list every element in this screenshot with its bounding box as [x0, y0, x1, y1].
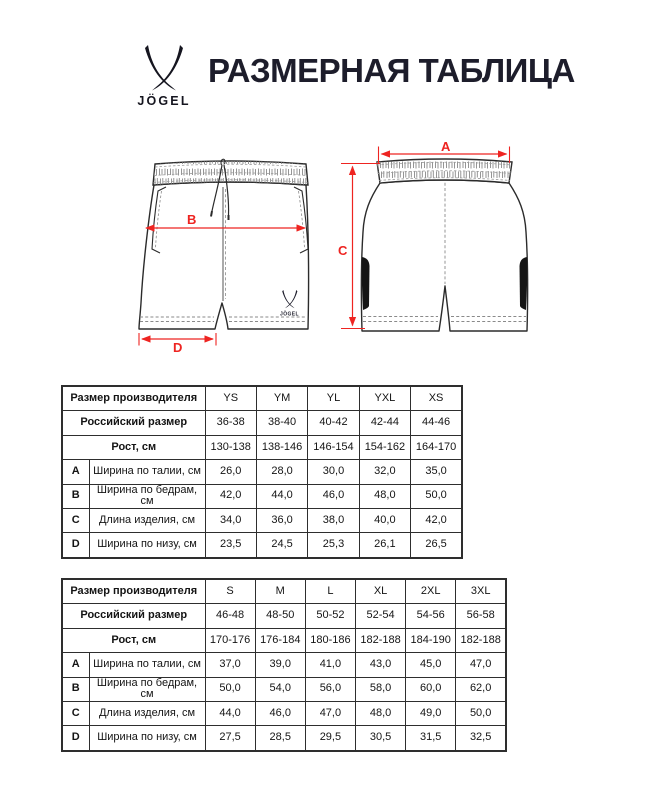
measure-key: D	[62, 533, 89, 558]
measure-label: Длина изделия, см	[89, 508, 205, 532]
size-cell: XS	[411, 386, 462, 411]
table-row	[62, 386, 462, 411]
measure-key: B	[62, 677, 89, 701]
table-row	[62, 484, 462, 508]
value-cell: 31,5	[406, 726, 456, 751]
value-cell: 46,0	[255, 701, 305, 725]
table-row	[62, 701, 506, 725]
size-cell: YL	[308, 386, 359, 411]
size-cell: YXL	[359, 386, 410, 411]
value-cell: 37,0	[205, 653, 255, 677]
brand-logo	[127, 40, 199, 112]
brand-logo-icon	[145, 45, 183, 91]
value-cell: 24,5	[256, 533, 307, 558]
table-row	[62, 435, 462, 459]
size-cell: 3XL	[456, 579, 506, 604]
measure-label: Ширина по талии, см	[89, 653, 205, 677]
value-cell: 28,5	[255, 726, 305, 751]
measure-key: C	[62, 701, 89, 725]
table-row	[62, 533, 462, 558]
value-cell: 184-190	[406, 628, 456, 652]
value-cell: 34,0	[205, 508, 256, 532]
dimension-c-label: C	[338, 243, 348, 258]
back-body-outline	[361, 180, 527, 331]
value-cell: 32,5	[456, 726, 506, 751]
value-cell: 164-170	[411, 435, 462, 459]
value-cell: 50,0	[205, 677, 255, 701]
size-cell: 2XL	[406, 579, 456, 604]
measure-key: A	[62, 460, 89, 484]
value-cell: 58,0	[355, 677, 405, 701]
value-cell: 50,0	[456, 701, 506, 725]
value-cell: 42-44	[359, 411, 410, 435]
value-cell: 52-54	[355, 604, 405, 628]
back-right-side-panel	[520, 257, 528, 310]
value-cell: 46-48	[205, 604, 255, 628]
value-cell: 30,0	[308, 460, 359, 484]
value-cell: 176-184	[255, 628, 305, 652]
value-cell: 49,0	[406, 701, 456, 725]
size-cell: XL	[355, 579, 405, 604]
value-cell: 25,3	[308, 533, 359, 558]
value-cell: 138-146	[256, 435, 307, 459]
russian-size-label: Российский размер	[62, 604, 205, 628]
value-cell: 40-42	[308, 411, 359, 435]
value-cell: 48,0	[355, 701, 405, 725]
value-cell: 50-52	[305, 604, 355, 628]
size-cell: S	[205, 579, 255, 604]
measure-key: B	[62, 484, 89, 508]
value-cell: 38-40	[256, 411, 307, 435]
manufacturer-size-label: Размер производителя	[62, 579, 205, 604]
measure-label: Ширина по бедрам, см	[89, 677, 205, 701]
size-cell: M	[255, 579, 305, 604]
value-cell: 45,0	[406, 653, 456, 677]
value-cell: 43,0	[355, 653, 405, 677]
table-row	[62, 411, 462, 435]
value-cell: 146-154	[308, 435, 359, 459]
value-cell: 32,0	[359, 460, 410, 484]
page-title: РАЗМЕРНАЯ ТАБЛИЦА	[208, 52, 575, 89]
height-label: Рост, см	[62, 628, 205, 652]
value-cell: 44,0	[256, 484, 307, 508]
value-cell: 26,0	[205, 460, 256, 484]
value-cell: 56-58	[456, 604, 506, 628]
table-row	[62, 628, 506, 652]
measure-label: Ширина по талии, см	[89, 460, 205, 484]
value-cell: 29,5	[305, 726, 355, 751]
value-cell: 40,0	[359, 508, 410, 532]
value-cell: 56,0	[305, 677, 355, 701]
table-row	[62, 677, 506, 701]
value-cell: 50,0	[411, 484, 462, 508]
measure-label: Ширина по бедрам, см	[89, 484, 205, 508]
value-cell: 47,0	[305, 701, 355, 725]
table-row	[62, 508, 462, 532]
measure-label: Ширина по низу, см	[89, 726, 205, 751]
height-label: Рост, см	[62, 435, 205, 459]
value-cell: 42,0	[411, 508, 462, 532]
shorts-front-drawing	[125, 145, 325, 359]
size-cell: YM	[256, 386, 307, 411]
dimension-b-label: B	[187, 212, 197, 227]
value-cell: 39,0	[255, 653, 305, 677]
front-mini-logo-text: JÖGEL	[280, 311, 299, 318]
measure-label: Ширина по низу, см	[89, 533, 205, 558]
value-cell: 36,0	[256, 508, 307, 532]
back-left-side-panel	[362, 257, 370, 310]
value-cell: 42,0	[205, 484, 256, 508]
value-cell: 62,0	[456, 677, 506, 701]
size-cell: YS	[205, 386, 256, 411]
value-cell: 23,5	[205, 533, 256, 558]
size-cell: L	[305, 579, 355, 604]
value-cell: 26,1	[359, 533, 410, 558]
manufacturer-size-label: Размер производителя	[62, 386, 205, 411]
size-table-youth	[61, 385, 463, 559]
value-cell: 41,0	[305, 653, 355, 677]
value-cell: 54-56	[406, 604, 456, 628]
table-row	[62, 653, 506, 677]
dimension-d-label: D	[173, 340, 183, 355]
front-body-outline	[139, 182, 309, 329]
dimension-a-label: A	[441, 139, 451, 154]
value-cell: 36-38	[205, 411, 256, 435]
value-cell: 28,0	[256, 460, 307, 484]
value-cell: 154-162	[359, 435, 410, 459]
value-cell: 180-186	[305, 628, 355, 652]
measure-key: C	[62, 508, 89, 532]
value-cell: 48-50	[255, 604, 305, 628]
table-row	[62, 604, 506, 628]
value-cell: 60,0	[406, 677, 456, 701]
value-cell: 182-188	[456, 628, 506, 652]
value-cell: 44,0	[205, 701, 255, 725]
table-row	[62, 460, 462, 484]
value-cell: 35,0	[411, 460, 462, 484]
measure-key: A	[62, 653, 89, 677]
value-cell: 30,5	[355, 726, 405, 751]
value-cell: 182-188	[355, 628, 405, 652]
russian-size-label: Российский размер	[62, 411, 205, 435]
value-cell: 26,5	[411, 533, 462, 558]
value-cell: 130-138	[205, 435, 256, 459]
table-row	[62, 726, 506, 751]
value-cell: 47,0	[456, 653, 506, 677]
value-cell: 54,0	[255, 677, 305, 701]
shorts-back-drawing	[335, 138, 540, 350]
measure-key: D	[62, 726, 89, 751]
measure-label: Длина изделия, см	[89, 701, 205, 725]
value-cell: 38,0	[308, 508, 359, 532]
value-cell: 48,0	[359, 484, 410, 508]
value-cell: 27,5	[205, 726, 255, 751]
value-cell: 46,0	[308, 484, 359, 508]
brand-wordmark: JÖGEL	[137, 94, 191, 108]
size-table-adult	[61, 578, 507, 752]
value-cell: 170-176	[205, 628, 255, 652]
table-row	[62, 579, 506, 604]
value-cell: 44-46	[411, 411, 462, 435]
